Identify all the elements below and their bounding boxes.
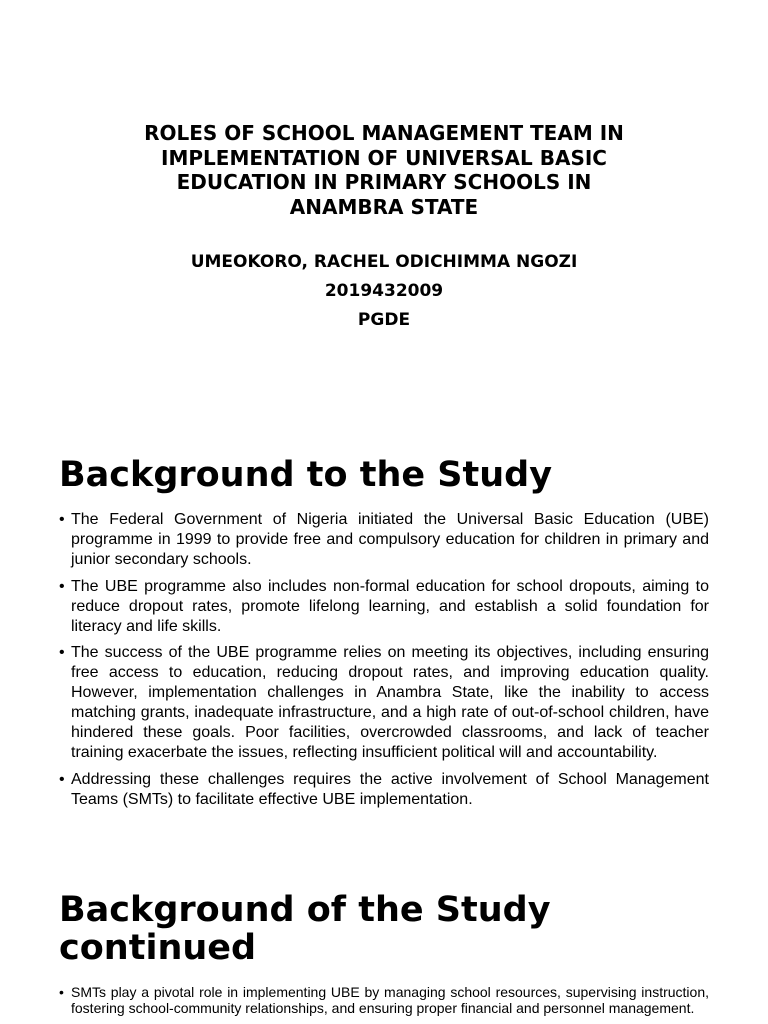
title-line: ANAMBRA STATE — [289, 194, 479, 219]
author-name: UMEOKORO, RACHEL ODICHIMMA NGOZI — [190, 252, 578, 272]
bullet-text: The UBE programme also includes non-formal education for school dropouts, aiming to reduce dropout rates, promote lifelong learning, and establish a solid foundation for literacy and life skills. — [71, 577, 709, 635]
bullet-list — [59, 510, 709, 816]
bullet-item — [59, 643, 709, 763]
slide-heading: Background to the Study — [59, 455, 553, 495]
bullet-list — [59, 984, 709, 1023]
heading-line: continued — [59, 928, 257, 968]
title-line: ROLES OF SCHOOL MANAGEMENT TEAM IN — [144, 121, 624, 145]
bullet-icon: • — [59, 770, 65, 788]
title-slide — [0, 0, 768, 432]
bullet-text: The success of the UBE programme relies on meeting its objectives, including ensuring free access to education, reducing dropout rates, and improving education quality. However, implementation challenges in Anambra State, like the inability to access matching grants, inadequate infrastructure, and a high rate of out-of-school children, have hindered these goals. Poor facilities, overcrowded classrooms, and lack of teacher training exacerbate the issues, reflecting insufficient political will and accountability. — [71, 644, 709, 761]
bullet-item — [59, 770, 709, 810]
programme-name: PGDE — [357, 310, 411, 330]
author-info — [84, 248, 684, 335]
bullet-item — [59, 510, 709, 570]
title-line: EDUCATION IN PRIMARY SCHOOLS IN — [176, 170, 592, 194]
presentation-title — [84, 121, 684, 219]
heading-line: Background of the Study — [59, 890, 551, 930]
bullet-icon: • — [59, 511, 65, 528]
bullet-icon: • — [59, 577, 65, 595]
title-line: IMPLEMENTATION OF UNIVERSAL BASIC — [161, 145, 607, 170]
registration-number: 2019432009 — [324, 281, 444, 301]
background-slide — [0, 432, 768, 864]
bullet-icon: • — [59, 984, 64, 1000]
bullet-icon: • — [59, 644, 65, 661]
background-continued-slide — [0, 864, 768, 1024]
bullet-text: Addressing these challenges requires the active involvement of School Management Teams (SMTs) to facilitate effective UBE implementation. — [71, 770, 709, 808]
bullet-item — [59, 577, 709, 637]
bullet-text: SMTs play a pivotal role in implementing UBE by managing school resources, supervising instruction, fostering school-community relationships, and ensuring proper financial and personnel management. — [71, 984, 709, 1016]
slide-heading — [59, 891, 551, 967]
bullet-text: The Federal Government of Nigeria initiated the Universal Basic Education (UBE) programme in 1999 to provide free and compulsory education for children in primary and junior secondary schools. — [71, 511, 709, 568]
bullet-item — [59, 984, 709, 1016]
